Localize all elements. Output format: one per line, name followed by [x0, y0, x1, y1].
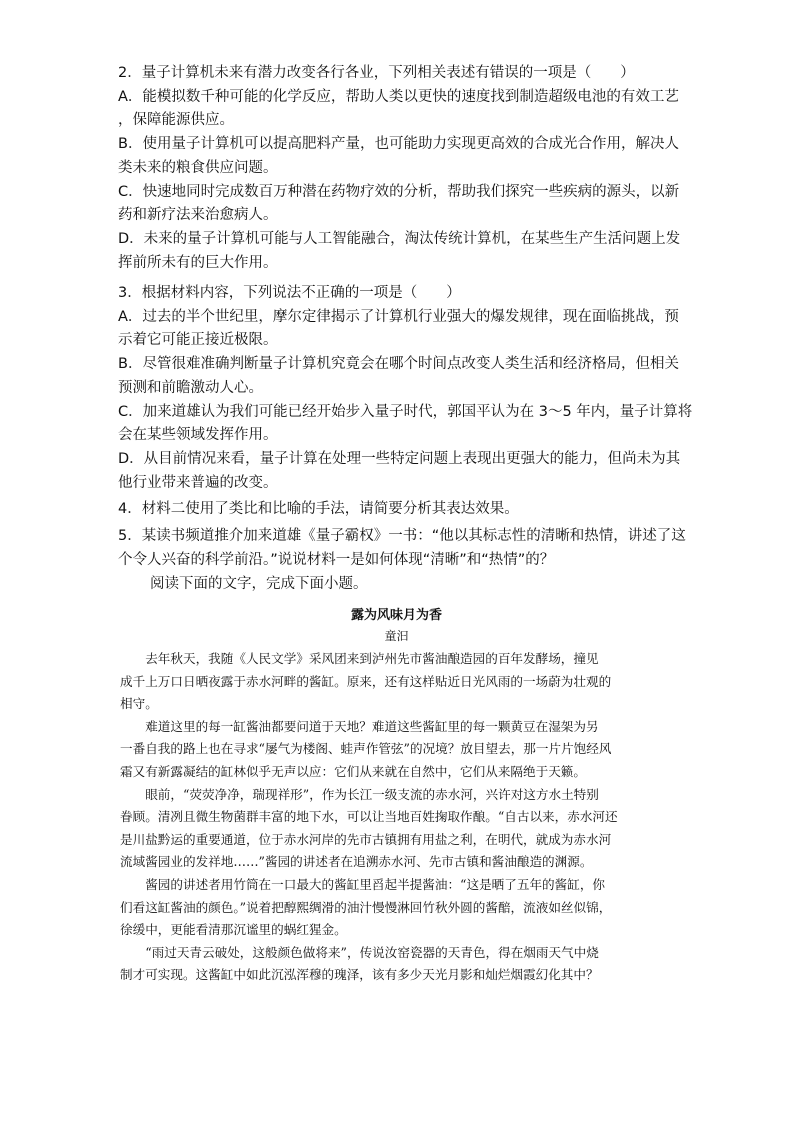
- essay-line: “雨过天青云破处，这般颜色做将来”，传说汝窑瓷器的天青色，得在烟雨天气中烧: [120, 944, 599, 960]
- essay-line: 眼前，“荧荧净净，瑞现祥形”，作为长江一级支流的赤水河，兴许对这方水土特别: [120, 786, 599, 802]
- question-line: 5．某读书频道推介加来道雄《量子霸权》一书：“他以其标志性的清晰和热情，讲述了这: [118, 528, 686, 544]
- question-line: 他行业带来普遍的改变。: [118, 474, 278, 491]
- essay-line: 一番自我的路上也在寻求“屡气为楼阁、蛙声作管弦”的况境？放目望去，那一片片饱经风: [120, 741, 612, 757]
- essay-line: 相守。: [120, 696, 158, 712]
- question-line: 2．量子计算机未来有潜力改变各行各业，下列相关表述有错误的一项是（ ）: [118, 65, 635, 81]
- essay-line: 们看这缸酱油的颜色。”说着把醇熙绸滑的油汁慢慢淋回竹秋外圆的酱醅，流液如丝似锦，: [120, 899, 612, 915]
- question-line: 会在某些领域发挥作用。: [118, 427, 278, 444]
- essay-line: 难道这里的每一缸酱油都要问道于天地？难道这些酱缸里的每一颗黄豆在湿架为另: [120, 718, 599, 734]
- question-line: 类未来的粮食供应问题。: [118, 159, 278, 176]
- reading-instruction: 阅读下面的文字，完成下面小题。: [150, 576, 368, 592]
- question-line: 挥前所未有的巨大作用。: [118, 254, 278, 271]
- essay-line: 霜又有新露凝结的缸林似乎无声以应：它们从来就在自然中，它们从来隔绝于天籁。: [120, 763, 586, 779]
- essay-line: 是川盐黔运的重要通道，位于赤水河岸的先市古镇拥有用盐之利，在明代，就成为赤水河: [120, 831, 612, 847]
- question-line: D．从目前情况来看，量子计算在处理一些特定问题上表现出更强大的能力，但尚未为其: [118, 450, 681, 467]
- question-4: [118, 498, 678, 522]
- question-line: B．尽管很难准确判断量子计算机究竟会在哪个时间点改变人类生活和经济格局，但相关: [118, 356, 679, 373]
- question-5: [118, 525, 686, 572]
- essay-line: 制才可实现。这酱缸中如此沉泓浑穆的瑰泽，该有多少天光月影和灿烂烟霞幻化其中？: [120, 967, 599, 983]
- essay-body: [120, 648, 680, 987]
- question-line: C．快速地同时完成数百万种潜在药物疗效的分析，帮助我们探究一些疾病的源头，以新: [118, 183, 680, 200]
- question-line: B．使用量子计算机可以提高肥料产量，也可能助力实现更高效的合成光合作用，解决人: [118, 136, 679, 153]
- question-3: [118, 282, 693, 495]
- question-line: 3．根据材料内容，下列说法不正确的一项是（ ）: [118, 285, 461, 301]
- essay-line: 酱园的讲述者用竹筒在一口最大的酱缸里舀起半提酱油：“这是晒了五年的酱缸，你: [120, 876, 606, 892]
- question-line: A．过去的半个世纪里，摩尔定律揭示了计算机行业强大的爆发规律，现在面临挑战，预: [118, 308, 679, 325]
- question-line: 药和新疗法来治愈病人。: [118, 207, 278, 224]
- essay-line: 眷顾。清冽且微生物菌群丰富的地下水，可以让当地百姓掬取作酿。“自古以来，赤水河还: [120, 809, 618, 825]
- essay-line: 成千上万口日晒夜露于赤水河畔的酱缸。原来，还有这样贴近日光风雨的一场蔚为壮观的: [120, 673, 612, 689]
- question-line: A．能模拟数千种可能的化学反应，帮助人类以更快的速度找到制造超级电池的有效工艺: [118, 88, 679, 105]
- essay-line: 徐缓中，更能看清那沉谧里的蜗红猩金。: [120, 922, 347, 938]
- essay-line: 去年秋天，我随《人民文学》采风团来到泸州先市酱油酿造园的百年发酵场，撞见: [120, 651, 599, 666]
- question-line: C．加来道雄认为我们可能已经开始步入量子时代，郭国平认为在 3～5 年内，量子计算将: [118, 403, 693, 420]
- question-line: ，保障能源供应。: [118, 112, 234, 129]
- essay-line: 流域酱园业的发祥地……”酱园的讲述者在追溯赤水河、先市古镇和酱油酿造的渊源。: [120, 854, 593, 870]
- question-line: 示着它可能正接近极限。: [118, 332, 278, 349]
- question-line: 个令人兴奋的科学前沿。”说说材料一是如何体现“清晰”和“热情”的？: [118, 551, 555, 568]
- question-line: 4．材料二使用了类比和比喻的手法，请简要分析其表达效果。: [118, 501, 519, 517]
- essay-title: 露为风味月为香: [350, 608, 442, 623]
- question-2: [118, 62, 681, 275]
- question-line: 预测和前瞻激动人心。: [118, 379, 263, 396]
- essay-author: 童汩: [384, 629, 409, 643]
- question-line: D．未来的量子计算机可能与人工智能融合，淘汰传统计算机，在某些生产生活问题上发: [118, 230, 681, 247]
